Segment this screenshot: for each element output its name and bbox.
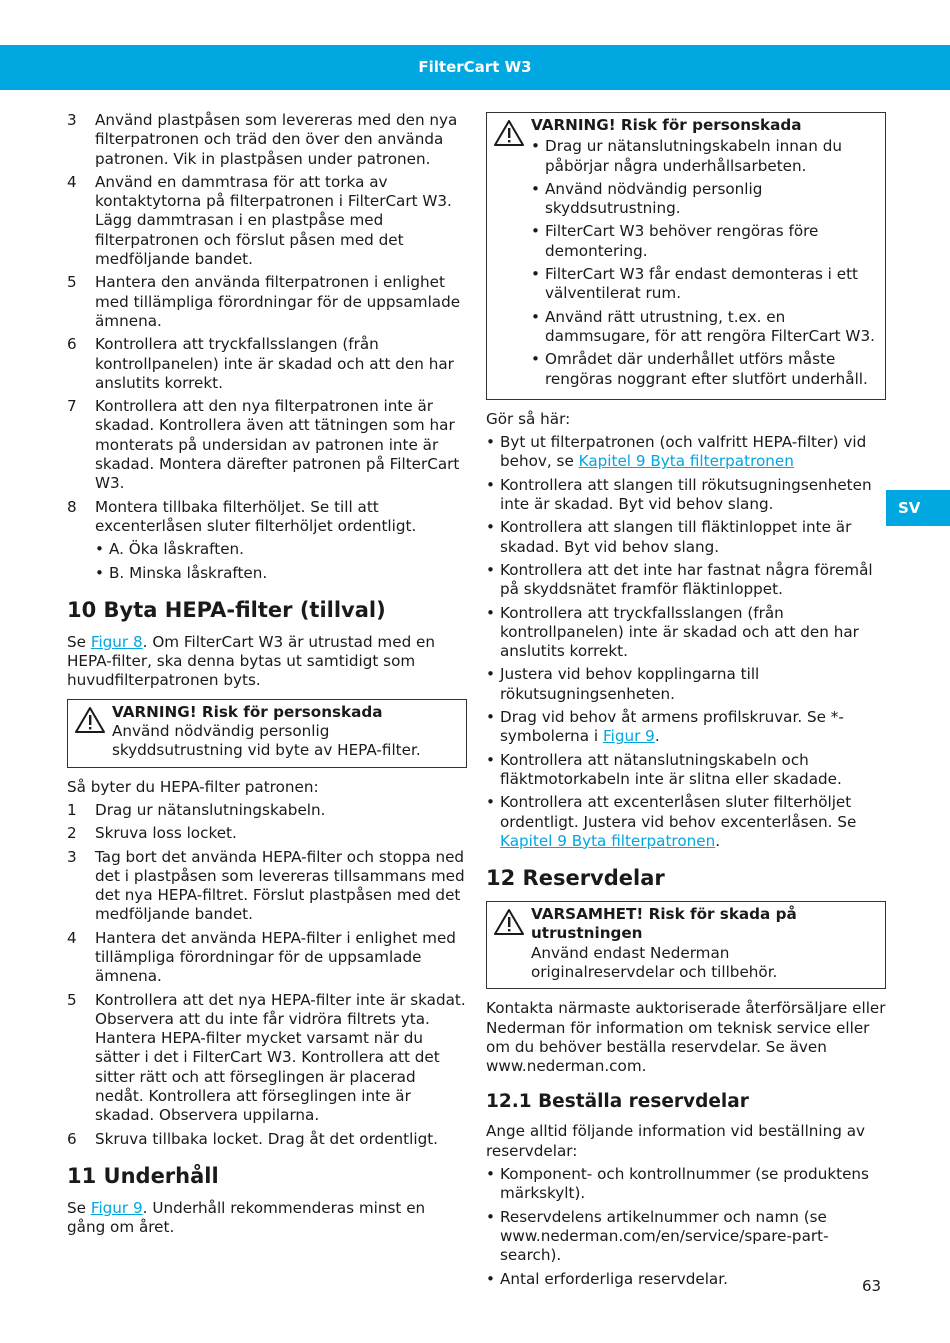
item-text: Drag vid behov åt armens profilskruvar. Se *-symbolerna i — [500, 708, 844, 746]
list-item — [67, 335, 467, 393]
intro-text: . Om FilterCart W3 är utrustad med en HEPA-filter, ska denna bytas ut samtidigt som huvudfilterpatronen byts. — [67, 632, 436, 690]
list-item: • Reservdelens artikelnummer och namn (se www.nederman.com/en/service/spare-part-search). — [486, 1208, 886, 1266]
list-item: • Komponent- och kontrollnummer (se produktens märkskylt). — [486, 1165, 886, 1204]
maintenance-lead: Gör så här: — [486, 409, 571, 428]
list-item: • Använd nödvändig personlig skyddsutrustning. — [531, 180, 877, 219]
warning-box — [67, 699, 467, 768]
caution-box — [486, 901, 886, 989]
list-item: • FilterCart W3 får endast demonteras i ett välventilerat rum. — [531, 265, 877, 304]
list-item — [67, 273, 467, 331]
list-item — [67, 173, 467, 269]
intro-text: Se — [67, 632, 91, 651]
step-text: Använd en dammtrasa för att torka av kontaktytorna på filterpatronen i FilterCart W3. Lägg dammtrasan i en plastpåse med filterpatronen och förslut påsen med det medföljande bandet. — [95, 172, 452, 269]
step-text: Använd plastpåsen som levereras med den nya filterpatronen och träd den över den använda patronen. Vik in plastpåsen under patronen. — [95, 111, 458, 168]
list-item — [67, 1130, 467, 1149]
list-item: • A. Öka låskraften. — [95, 540, 467, 559]
header-bar — [0, 45, 950, 90]
step-text: Hantera den använda filterpatronen i enlighet med tillämpliga förordningar för de uppsamlade ämnena. — [95, 273, 461, 330]
list-item — [67, 111, 467, 169]
section-heading-12-1: 12.1 Beställa reservdelar — [486, 1091, 749, 1113]
step-text: Tag bort det använda HEPA-filter och stoppa ned det i plastpåsen som levereras tillsammans med det nya HEPA-filtret. Förslut plastpåsen med det medföljande bandet. — [95, 847, 465, 924]
section-heading-11: 11 Underhåll — [67, 1163, 219, 1188]
hepa-lead: Så byter du HEPA-filter patronen: — [67, 777, 319, 796]
chapter-9-link[interactable]: Kapitel 9 Byta filterpatronen — [578, 452, 794, 471]
step-number: 2 — [67, 824, 77, 843]
item-text: . — [715, 831, 721, 850]
list-item — [67, 824, 467, 843]
caution-text: Använd endast Nederman originalreservdelar och tillbehör. — [531, 943, 778, 981]
step-text: Kontrollera att det nya HEPA-filter inte är skadat. Observera att du inte får vidröra filtrets yta. Hantera HEPA-filter mycket varsamt när du sätter i det i FilterCart W3. Kontrollera att det sitter rätt och att förseglingen är placerad nedåt. Kontrollera att förseglingen inte är skadad. Observera uppilarna. — [95, 990, 466, 1125]
step8-sublist — [95, 540, 467, 583]
step-number: 4 — [67, 172, 77, 191]
list-item — [67, 801, 467, 820]
list-item: • Kontrollera att tryckfallsslangen (från kontrollpanelen) inte är skadad och att den har anslutits korrekt. — [486, 604, 886, 662]
warning-title: VARNING! Risk för personskada — [112, 702, 383, 721]
warning-title: VARNING! Risk för personskada — [531, 116, 802, 134]
list-item: • Kontrollera att slangen till fläktinloppet inte är skadad. Byt vid behov slang. — [486, 518, 886, 557]
list-item: • Antal erforderliga reservdelar. — [486, 1270, 886, 1289]
page-number: 63 — [862, 1277, 882, 1295]
ordering-list — [486, 1165, 886, 1289]
section-heading-10: 10 Byta HEPA-filter (tillval) — [67, 597, 386, 622]
right-column — [486, 111, 886, 1293]
caution-title: VARSAMHET! Risk för skada på utrustningen — [531, 905, 797, 943]
list-item: • Området där underhållet utförs måste rengöras noggrant efter slutfört underhåll. — [531, 350, 877, 389]
step-number: 8 — [67, 497, 77, 516]
step-number: 5 — [67, 273, 77, 292]
list-item: • Kontrollera att slangen till rökutsugningsenheten inte är skadad. Byt vid behov slang. — [486, 476, 886, 515]
section-heading-12: 12 Reservdelar — [486, 866, 665, 891]
maintenance-warning-box — [486, 112, 886, 400]
step-number: 3 — [67, 111, 77, 129]
list-item — [486, 793, 886, 851]
list-item — [67, 848, 467, 925]
maintenance-list — [486, 433, 886, 851]
step-number: 3 — [67, 847, 77, 866]
warning-triangle-icon — [493, 119, 525, 147]
item-text: . — [654, 727, 660, 746]
list-item: • Drag ur nätanslutningskabeln innan du påbörjar några underhållsarbeten. — [531, 137, 877, 176]
step-text: Kontrollera att tryckfallsslangen (från kontrollpanelen) inte är skadad och att den har anslutits korrekt. — [95, 335, 454, 392]
list-item: • Kontrollera att nätanslutningskabeln och fläktmotorkabeln inte är slitna eller skadade. — [486, 751, 886, 790]
step-text: Hantera det använda HEPA-filter i enlighet med tillämpliga förordningar för de uppsamlade ämnena. — [95, 928, 456, 986]
list-item — [486, 708, 886, 747]
list-item: • Kontrollera att det inte har fastnat några föremål på skyddsnätet framför fläktinloppet. — [486, 561, 886, 600]
section-10-intro — [67, 633, 467, 691]
list-item — [67, 929, 467, 987]
figure-8-link[interactable]: Figur 8 — [90, 632, 143, 651]
step-text: Drag ur nätanslutningskabeln. — [95, 800, 326, 819]
step-number: 6 — [67, 1129, 77, 1148]
step-number: 1 — [67, 800, 77, 819]
continued-steps — [67, 111, 467, 583]
step-number: 6 — [67, 335, 77, 354]
item-text: Kontrollera att excenterlåsen sluter filterhöljet ordentligt. Justera vid behov excenterlåsen. Se — [500, 793, 857, 831]
list-item — [67, 397, 467, 493]
figure-9-link[interactable]: Figur 9 — [602, 727, 655, 746]
step-number: 7 — [67, 397, 77, 416]
list-item: • Använd rätt utrustning, t.ex. en dammsugare, för att rengöra FilterCart W3. — [531, 308, 877, 347]
item-text: Byt ut filterpatronen (och valfritt HEPA-filter) vid behov, se — [500, 433, 867, 471]
list-item — [486, 433, 886, 472]
header-title: FilterCart W3 — [418, 58, 532, 76]
step-text: Montera tillbaka filterhöljet. Se till att excenterlåsen sluter filterhöljet ordentligt. — [95, 497, 417, 535]
ordering-lead: Ange alltid följande information vid beställning av reservdelar: — [486, 1122, 866, 1160]
intro-text: Se — [67, 1198, 91, 1217]
hepa-steps — [67, 801, 467, 1149]
warning-triangle-icon — [493, 908, 525, 936]
warning-text: Använd nödvändig personlig skyddsutrustning vid byte av HEPA-filter. — [112, 722, 421, 760]
chapter-9-link[interactable]: Kapitel 9 Byta filterpatronen — [500, 831, 716, 850]
list-item — [67, 991, 467, 1126]
step-text: Skruva loss locket. — [95, 824, 237, 843]
figure-9-link[interactable]: Figur 9 — [90, 1198, 143, 1217]
left-column — [67, 111, 467, 1242]
list-item: • B. Minska låskraften. — [95, 564, 467, 583]
list-item — [67, 498, 467, 583]
step-number: 5 — [67, 990, 77, 1009]
step-text: Kontrollera att den nya filterpatronen inte är skadad. Kontrollera även att tätningen som har monterats på undersidan av patronen inte är skadad. Montera därefter patronen på FilterCart W3. — [95, 397, 460, 493]
step-text: Skruva tillbaka locket. Drag åt det ordentligt. — [95, 1129, 438, 1148]
section-11-intro — [67, 1199, 467, 1238]
intro-text: . Underhåll rekommenderas minst en gång om året. — [67, 1198, 426, 1237]
warning-list — [531, 137, 877, 389]
list-item: • FilterCart W3 behöver rengöras före demontering. — [531, 222, 877, 261]
spare-parts-paragraph: Kontakta närmaste auktoriserade återförsäljare eller Nederman för information om teknisk service eller om du behöver beställa reservdelar. Se även www.nederman.com. — [486, 999, 886, 1076]
list-item: • Justera vid behov kopplingarna till rökutsugningsenheten. — [486, 665, 886, 704]
language-tab: SV — [886, 490, 950, 526]
step-number: 4 — [67, 928, 77, 947]
warning-triangle-icon — [74, 706, 106, 734]
